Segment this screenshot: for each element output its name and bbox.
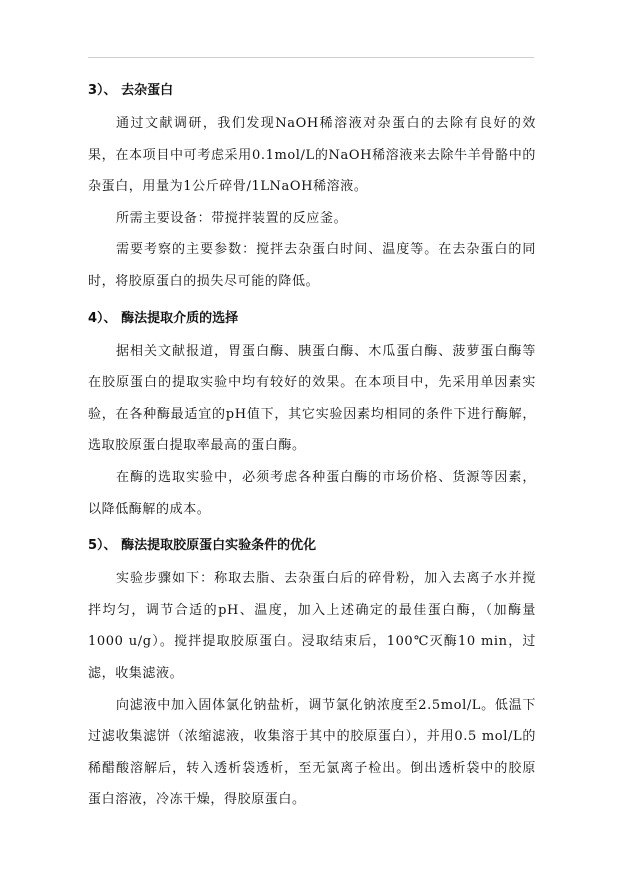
section-enzyme-selection [88, 305, 536, 526]
paragraph: 在酶的选取实验中，必须考虑各种蛋白酶的市场价格、货源等因素，以降低酶解的成本。 [88, 469, 536, 517]
paragraph: 需要考察的主要参数：搅拌去杂蛋白时间、温度等。在去杂蛋白的同时，将胶原蛋白的损失尽可能的降低。 [88, 242, 536, 289]
paragraph: 据相关文献报道，胃蛋白酶、胰蛋白酶、木瓜蛋白酶、菠萝蛋白酶等在胶原蛋白的提取实验中均有较好的效果。在本项目中，先采用单因素实验，在各种酶最适宜的pH值下，其它实验因素均相同的条件下进行酶解，选取胶原蛋白提取率最高的蛋白酶。 [88, 343, 536, 454]
paragraph: 实验步骤如下：称取去脂、去杂蛋白后的碎骨粉，加入去离子水并搅拌均匀，调节合适的pH、温度，加入上述确定的最佳蛋白酶，（加酶量1000 u/g）。搅拌提取胶原蛋白。浸取结束后，100℃灭酶10 min，过滤，收集滤液。 [88, 571, 536, 681]
section-heading: 3）、 去杂蛋白 [88, 83, 174, 98]
paragraph: 所需主要设备：带搅拌装置的反应釜。 [116, 210, 348, 226]
section-condition-optimization [88, 532, 536, 816]
paragraph: 通过文献调研，我们发现NaOH稀溶液对杂蛋白的去除有良好的效果，在本项目中可考虑采用0.1mol/L的NaOH稀溶液来去除牛羊骨骼中的杂蛋白，用量为1公斤碎骨/1LNaOH稀溶液。 [88, 116, 536, 195]
header-rule [88, 57, 534, 58]
document-body [88, 70, 536, 816]
paragraph: 向滤液中加入固体氯化钠盐析，调节氯化钠浓度至2.5mol/L。低温下过滤收集滤饼（浓缩滤液，收集溶于其中的胶原蛋白），并用0.5 mol/L的稀醋酸溶解后，转入透析袋透析，至无氯离子检出。倒出透析袋中的胶原蛋白溶液，冷冻干燥，得胶原蛋白。 [88, 697, 536, 808]
section-heading: 5）、 酶法提取胶原蛋白实验条件的优化 [88, 538, 317, 554]
section-heading: 4）、 酶法提取介质的选择 [88, 310, 239, 326]
section-remove-impurity-protein [88, 77, 536, 298]
